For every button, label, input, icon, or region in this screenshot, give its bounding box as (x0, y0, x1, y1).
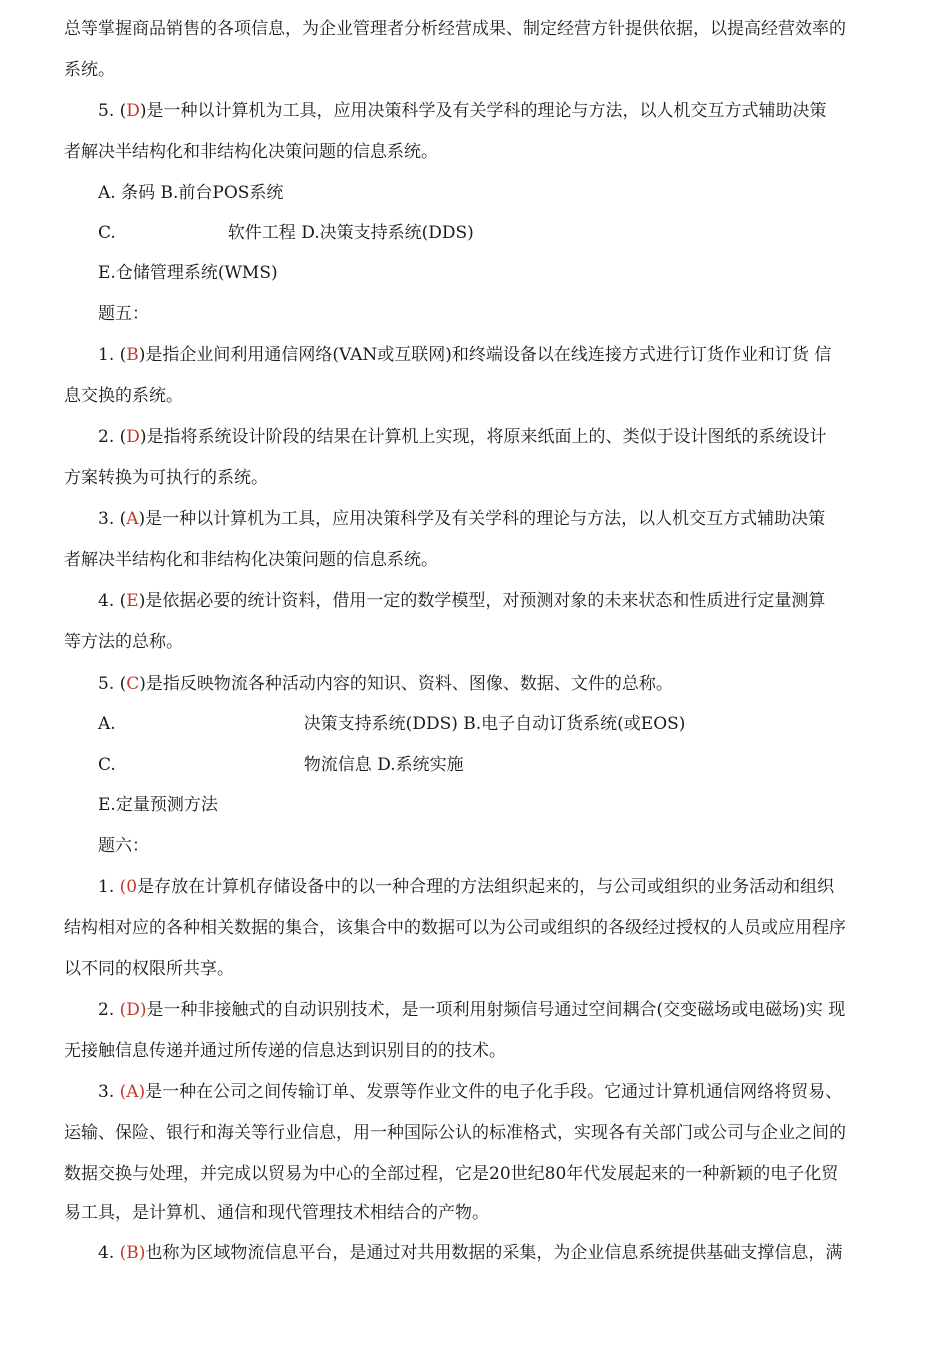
answer-letter: A (126, 509, 139, 529)
question-line (98, 426, 827, 448)
option-label: A. (98, 714, 116, 734)
text-line: 者解决半结构化和非结构化决策问题的信息系统。 (64, 550, 438, 570)
answer-letter: (A) (119, 1082, 146, 1102)
answer-letter: (0 (119, 877, 138, 897)
answer-letter: D (126, 427, 140, 447)
question-line (98, 673, 673, 695)
option-text: 决策支持系统(DDS) B.电子自动订货系统(或EOS) (303, 714, 686, 734)
question-line (98, 999, 845, 1021)
question-number: 3. (98, 1082, 120, 1102)
question-text: )是一种以计算机为工具，应用决策科学及有关学科的理论与方法，以人机交互方式辅助决策 (138, 509, 826, 529)
question-number: 5. ( (98, 674, 127, 694)
question-number: 1. ( (98, 345, 127, 365)
text-line: 者解决半结构化和非结构化决策问题的信息系统。 (64, 142, 438, 162)
section-heading: 题六： (98, 836, 149, 856)
text-line: 系统。 (64, 60, 115, 80)
text-line: 方案转换为可执行的系统。 (64, 468, 268, 488)
question-number: 3. ( (98, 509, 127, 529)
answer-letter: D (126, 101, 140, 121)
answer-letter: E (126, 591, 139, 611)
text-line: 等方法的总称。 (64, 632, 183, 652)
section-heading: 题五： (98, 304, 149, 324)
text-line: 结构相对应的各种相关数据的集合，该集合中的数据可以为公司或组织的各级经过授权的人员或应用程序 (64, 918, 846, 938)
text-line: 数据交换与处理，并完成以贸易为中心的全部过程，它是20世纪80年代发展起来的一种新颖的电子化贸 (64, 1164, 839, 1184)
question-text: 是一种非接触式的自动识别技术，是一项利用射频信号通过空间耦合(交变磁场或电磁场)实 现 (146, 1000, 846, 1020)
option-line (98, 222, 474, 244)
text-line: 息交换的系统。 (64, 386, 183, 406)
option-line (98, 754, 464, 776)
answer-letter: C (126, 674, 140, 694)
question-line (98, 590, 825, 612)
question-text: 也称为区域物流信息平台，是通过对共用数据的采集，为企业信息系统提供基础支撑信息，满 (145, 1243, 843, 1263)
text-line: 无接触信息传递并通过所传递的信息达到识别目的的技术。 (64, 1041, 506, 1061)
question-number: 1. (98, 877, 120, 897)
question-line (98, 100, 827, 122)
question-number: 4. (98, 1243, 120, 1263)
option-line: A. 条码 B.前台POS系统 (98, 183, 284, 203)
question-number: 4. ( (98, 591, 127, 611)
question-text: 是存放在计算机存储设备中的以一种合理的方法组织起来的，与公司或组织的业务活动和组织 (137, 877, 835, 897)
question-line (98, 876, 834, 898)
option-line (98, 713, 685, 735)
question-text: )是依据必要的统计资料，借用一定的数学模型，对预测对象的未来状态和性质进行定量测算 (138, 591, 826, 611)
option-text: 软件工程 D.决策支持系统(DDS) (227, 223, 474, 243)
question-line (98, 1081, 842, 1103)
answer-letter: B (126, 345, 139, 365)
question-line (98, 344, 831, 366)
question-text: 是一种在公司之间传输订单、发票等作业文件的电子化手段。它通过计算机通信网络将贸易、 (145, 1082, 843, 1102)
option-label: C. (98, 223, 116, 243)
question-number: 2. ( (98, 427, 127, 447)
option-line: E.仓储管理系统(WMS) (98, 263, 278, 283)
text-line: 运输、保险、银行和海关等行业信息，用一种国际公认的标准格式，实现各有关部门或公司与企业之间的 (64, 1123, 846, 1143)
question-text: )是指将系统设计阶段的结果在计算机上实现，将原来纸面上的、类似于设计图纸的系统设计 (139, 427, 827, 447)
question-number: 2. (98, 1000, 120, 1020)
text-line: 以不同的权限所共享。 (64, 959, 234, 979)
answer-letter: (D) (119, 1000, 147, 1020)
option-label: C. (98, 755, 116, 775)
question-text: )是一种以计算机为工具，应用决策科学及有关学科的理论与方法，以人机交互方式辅助决策 (139, 101, 827, 121)
question-text: )是指反映物流各种活动内容的知识、资料、图像、数据、文件的总称。 (139, 674, 673, 694)
text-line: 总等掌握商品销售的各项信息，为企业管理者分析经营成果、制定经营方针提供依据，以提高经营效率的 (64, 19, 846, 39)
question-line (98, 1242, 842, 1264)
question-number: 5. ( (98, 101, 127, 121)
question-text: )是指企业间利用通信网络(VAN或互联网)和终端设备以在线连接方式进行订货作业和订货 信 (138, 345, 832, 365)
option-line: E.定量预测方法 (98, 795, 218, 815)
question-line (98, 508, 825, 530)
option-text: 物流信息 D.系统实施 (303, 755, 464, 775)
text-line: 易工具，是计算机、通信和现代管理技术相结合的产物。 (64, 1203, 489, 1223)
answer-letter: (B) (119, 1243, 146, 1263)
